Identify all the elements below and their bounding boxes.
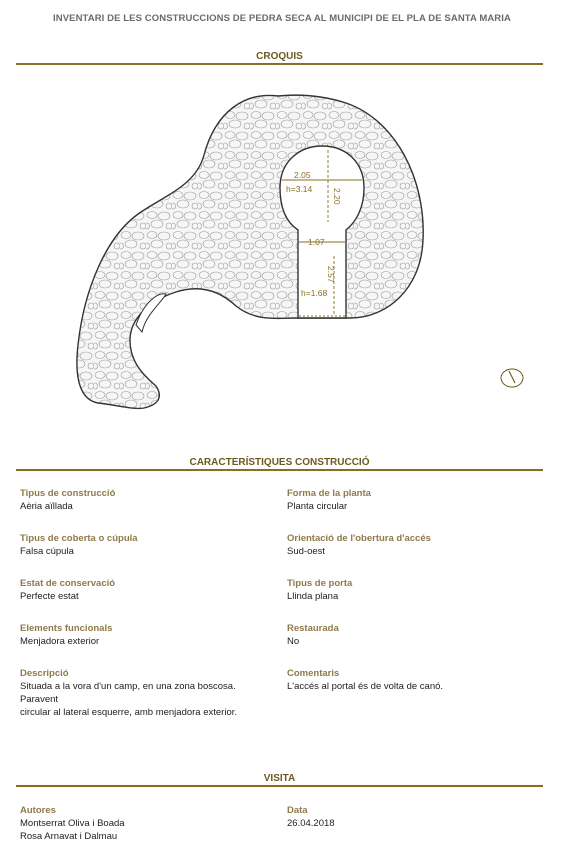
field-value: circular al lateral esquerre, amb menjadora exterior. bbox=[20, 707, 238, 718]
field-elements-funcionals bbox=[20, 622, 275, 648]
dimension-height-room: h=3.14 bbox=[286, 184, 313, 194]
field-orientacio bbox=[287, 532, 542, 558]
field-label: Elements funcionals bbox=[20, 623, 113, 634]
field-label: Data bbox=[287, 805, 308, 816]
field-descripcio bbox=[20, 667, 275, 719]
field-label: Tipus de porta bbox=[287, 578, 353, 589]
field-comentaris bbox=[287, 667, 542, 693]
field-value: Planta circular bbox=[287, 501, 348, 512]
field-data bbox=[287, 804, 542, 830]
dimension-depth-upper: 2.20 bbox=[332, 188, 342, 205]
field-tipus-coberta bbox=[20, 532, 275, 558]
field-label: Autores bbox=[20, 805, 56, 816]
section-heading-caracteristiques: CARACTERÍSTIQUES CONSTRUCCIÓ bbox=[189, 457, 370, 468]
field-value: Situada a la vora d'un camp, en una zona boscosa. Paravent bbox=[20, 681, 236, 705]
field-label: Tipus de coberta o cúpula bbox=[20, 533, 138, 544]
section-heading-croquis: CROQUIS bbox=[256, 51, 303, 62]
field-value: L'accés al portal és de volta de canó. bbox=[287, 681, 444, 692]
field-value: No bbox=[287, 636, 300, 647]
field-label: Restaurada bbox=[287, 623, 339, 634]
field-value: Llinda plana bbox=[287, 591, 339, 602]
dimension-height-entrance: h=1.68 bbox=[301, 288, 328, 298]
field-value: Aèria aïllada bbox=[20, 501, 73, 512]
field-label: Forma de la planta bbox=[287, 488, 371, 499]
document-title: INVENTARI DE LES CONSTRUCCIONS DE PEDRA SECA AL MUNICIPI DE EL PLA DE SANTA MARIA bbox=[53, 13, 511, 24]
section-divider bbox=[16, 785, 543, 787]
outer-wall-outline bbox=[77, 95, 423, 408]
field-value: Montserrat Oliva i Boada bbox=[20, 818, 125, 829]
dimension-width-entrance: 1.07 bbox=[308, 237, 325, 247]
field-value: Falsa cúpula bbox=[20, 546, 74, 557]
dimension-width-upper: 2.05 bbox=[294, 170, 311, 180]
field-label: Orientació de l'obertura d'accés bbox=[287, 533, 431, 544]
field-value: 26.04.2018 bbox=[287, 818, 335, 829]
field-label: Estat de conservació bbox=[20, 578, 116, 589]
field-tipus-porta bbox=[287, 577, 542, 603]
field-value: Perfecte estat bbox=[20, 591, 79, 602]
field-value: Rosa Arnavat i Dalmau bbox=[20, 831, 118, 842]
field-value: Sud-oest bbox=[287, 546, 326, 557]
section-divider bbox=[16, 63, 543, 65]
construction-sketch bbox=[16, 70, 543, 450]
field-tipus-construccio bbox=[20, 487, 275, 513]
section-heading-visita: VISITA bbox=[263, 773, 296, 784]
field-restaurada bbox=[287, 622, 542, 648]
field-autores bbox=[20, 804, 275, 843]
field-forma-planta bbox=[287, 487, 542, 513]
field-label: Descripció bbox=[20, 668, 69, 679]
field-value: Menjadora exterior bbox=[20, 636, 100, 647]
field-label: Comentaris bbox=[287, 668, 340, 679]
field-label: Tipus de construcció bbox=[20, 488, 116, 499]
dimension-depth-entrance: 2.57 bbox=[326, 266, 336, 283]
field-estat-conservacio bbox=[20, 577, 275, 603]
north-arrow-icon bbox=[501, 369, 523, 387]
section-divider bbox=[16, 469, 543, 471]
